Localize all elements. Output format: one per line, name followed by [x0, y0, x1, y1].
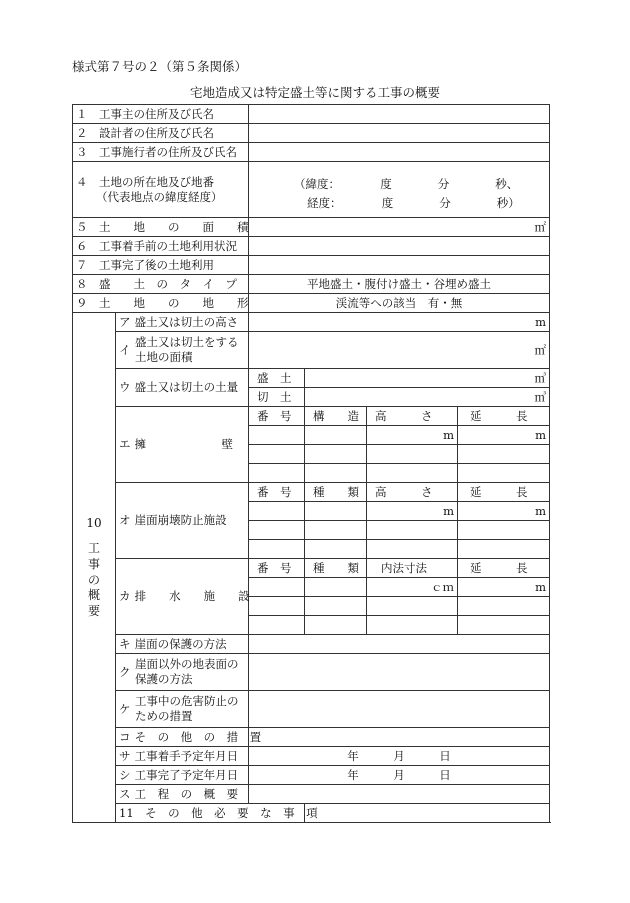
- fill-volume-field[interactable]: ㎥: [305, 369, 550, 388]
- header-type: 種 類: [305, 483, 367, 502]
- row-height: [73, 313, 550, 332]
- schedule-overview-field[interactable]: [249, 785, 550, 804]
- row-other-items: [73, 804, 550, 823]
- item-letter: コ: [119, 729, 131, 744]
- header-length: 延 長: [458, 483, 550, 502]
- row-land-use-before: [73, 237, 550, 256]
- row-surface-protection: [73, 654, 550, 691]
- row-number: ６: [76, 238, 88, 253]
- item-letter: エ: [119, 437, 131, 452]
- cut-label: 切 土: [249, 388, 305, 407]
- header-number: 番 号: [249, 483, 305, 502]
- start-date-field[interactable]: 年 月 日: [249, 747, 550, 766]
- row-label: 土 地 の 面 積: [99, 219, 249, 234]
- item-letter: キ: [119, 636, 131, 651]
- row-label: 盛 土 の タ イ プ: [99, 276, 237, 291]
- header-length: 延 長: [458, 407, 550, 426]
- cut-volume-field[interactable]: ㎥: [305, 388, 550, 407]
- slope-protection-header: [73, 483, 550, 502]
- item-label: 壁: [221, 437, 233, 452]
- item-label: 工事中の危害防止の: [135, 694, 239, 709]
- other-items-field[interactable]: [305, 804, 550, 823]
- item-label: 工事完了予定年月日: [134, 767, 239, 782]
- fill-label: 盛 土: [249, 369, 305, 388]
- row-volume-fill: [73, 369, 550, 388]
- item-letter: カ: [119, 589, 131, 604]
- owner-field[interactable]: [249, 105, 550, 124]
- fill-area-field[interactable]: ㎡: [249, 332, 550, 369]
- land-use-before-field[interactable]: [249, 237, 550, 256]
- header-number: 番 号: [249, 559, 305, 578]
- header-height: 高 さ: [367, 407, 458, 426]
- form-number: 様式第７号の２（第５条関係）: [72, 59, 248, 74]
- item-label: そ の 他 の 措 置: [134, 729, 262, 744]
- header-inner-size: 内法寸法: [367, 559, 458, 578]
- item-label: 盛土又は切土の土量: [134, 380, 239, 395]
- slope-method-field[interactable]: [249, 635, 550, 654]
- row-sublabel: （代表地点の緯度経度）: [96, 189, 223, 204]
- row-number: １: [76, 106, 88, 121]
- row-designer: [73, 124, 550, 143]
- fill-type-options[interactable]: 平地盛土・腹付け盛土・谷埋め盛土: [249, 275, 550, 294]
- row-terrain: [73, 294, 550, 313]
- item-label: 盛土又は切土の高さ: [134, 314, 239, 329]
- item-label-cont: ための措置: [135, 709, 193, 723]
- row-number: ８: [76, 276, 88, 291]
- retaining-wall-header: [73, 407, 550, 426]
- item-label: 崖面以外の地表面の: [135, 657, 239, 672]
- location-field[interactable]: [249, 162, 550, 218]
- item-label: 崖面の保護の方法: [134, 636, 227, 651]
- row-label: 土 地 の 地 形: [99, 295, 249, 310]
- construction-summary-table: [72, 104, 550, 823]
- header-height: 高 さ: [367, 483, 458, 502]
- row-hazard-prevention: [73, 691, 550, 728]
- end-date-field[interactable]: 年 月 日: [249, 766, 550, 785]
- area-field[interactable]: [249, 218, 550, 237]
- item-label: 盛土又は切土をする: [135, 335, 239, 350]
- row-label: 設計者の住所及び氏名: [99, 125, 214, 140]
- row-other-measures: [73, 728, 550, 747]
- row-number: ２: [76, 125, 88, 140]
- item-label-cont: 保護の方法: [135, 672, 193, 686]
- section-10-label: 10 工 事 の 概 要: [73, 313, 116, 823]
- terrain-options[interactable]: 渓流等への該当 有・無: [249, 294, 550, 313]
- item-label: 崖面崩壊防止施設: [134, 513, 227, 528]
- header-structure: 構 造: [305, 407, 367, 426]
- height-field[interactable]: m: [249, 313, 550, 332]
- longitude-line: 経度： 度 分 秒）: [307, 196, 520, 211]
- row-number: ４: [76, 174, 88, 189]
- row-area: [73, 218, 550, 237]
- item-letter: ス: [119, 786, 131, 801]
- row-label: そ の 他 必 要 な 事 項: [145, 805, 318, 820]
- row-number: 11: [119, 805, 134, 820]
- row-number: ７: [76, 257, 88, 272]
- item-label: 工事着手予定年月日: [134, 748, 239, 763]
- retaining-wall-row: m m: [73, 426, 550, 445]
- row-fill-type: [73, 275, 550, 294]
- row-label: 工事施行者の住所及び氏名: [99, 144, 237, 159]
- row-number: ９: [76, 295, 88, 310]
- row-label: 工事完了後の土地利用: [99, 257, 214, 272]
- item-letter: ケ: [119, 701, 131, 716]
- row-label: 工事着手前の土地利用状況: [99, 238, 237, 253]
- drainage-header: [73, 559, 550, 578]
- item-letter: オ: [119, 513, 131, 528]
- row-number: ３: [76, 144, 88, 159]
- row-schedule-overview: [73, 785, 550, 804]
- header-type: 種 類: [305, 559, 367, 578]
- contractor-field[interactable]: [249, 143, 550, 162]
- other-measures-field[interactable]: [249, 728, 550, 747]
- hazard-prevention-field[interactable]: [249, 691, 550, 728]
- item-letter: イ: [119, 342, 131, 357]
- item-label-cont: 土地の面積: [135, 350, 193, 364]
- row-contractor: [73, 143, 550, 162]
- row-label: 工事主の住所及び氏名: [99, 106, 214, 121]
- land-use-after-field[interactable]: [249, 256, 550, 275]
- designer-field[interactable]: [249, 124, 550, 143]
- item-label: 排 水 施 設: [134, 589, 250, 604]
- row-land-use-after: [73, 256, 550, 275]
- surface-protection-field[interactable]: [249, 654, 550, 691]
- row-location: [73, 162, 550, 218]
- header-length: 延 長: [458, 559, 550, 578]
- item-label: 工 程 の 概 要: [134, 786, 239, 801]
- row-number: ５: [76, 219, 88, 234]
- header-number: 番 号: [249, 407, 305, 426]
- unit-label: ㎡: [534, 219, 546, 234]
- item-letter: ア: [119, 314, 131, 329]
- row-fill-area: [73, 332, 550, 369]
- row-label: 土地の所在地及び地番: [99, 174, 214, 189]
- document-title: 宅地造成又は特定盛土等に関する工事の概要: [189, 85, 440, 100]
- drainage-row: ｃｍ m: [73, 578, 550, 597]
- item-letter: サ: [119, 748, 131, 763]
- row-start-date: [73, 747, 550, 766]
- row-end-date: [73, 766, 550, 785]
- latitude-line: （緯度： 度 分 秒、: [294, 177, 519, 192]
- slope-protection-row: m m: [73, 502, 550, 521]
- item-letter: ウ: [119, 380, 131, 395]
- item-label: 擁: [134, 437, 147, 452]
- item-letter: ク: [119, 664, 131, 679]
- row-owner: [73, 105, 550, 124]
- row-slope-method: [73, 635, 550, 654]
- item-letter: シ: [119, 767, 131, 782]
